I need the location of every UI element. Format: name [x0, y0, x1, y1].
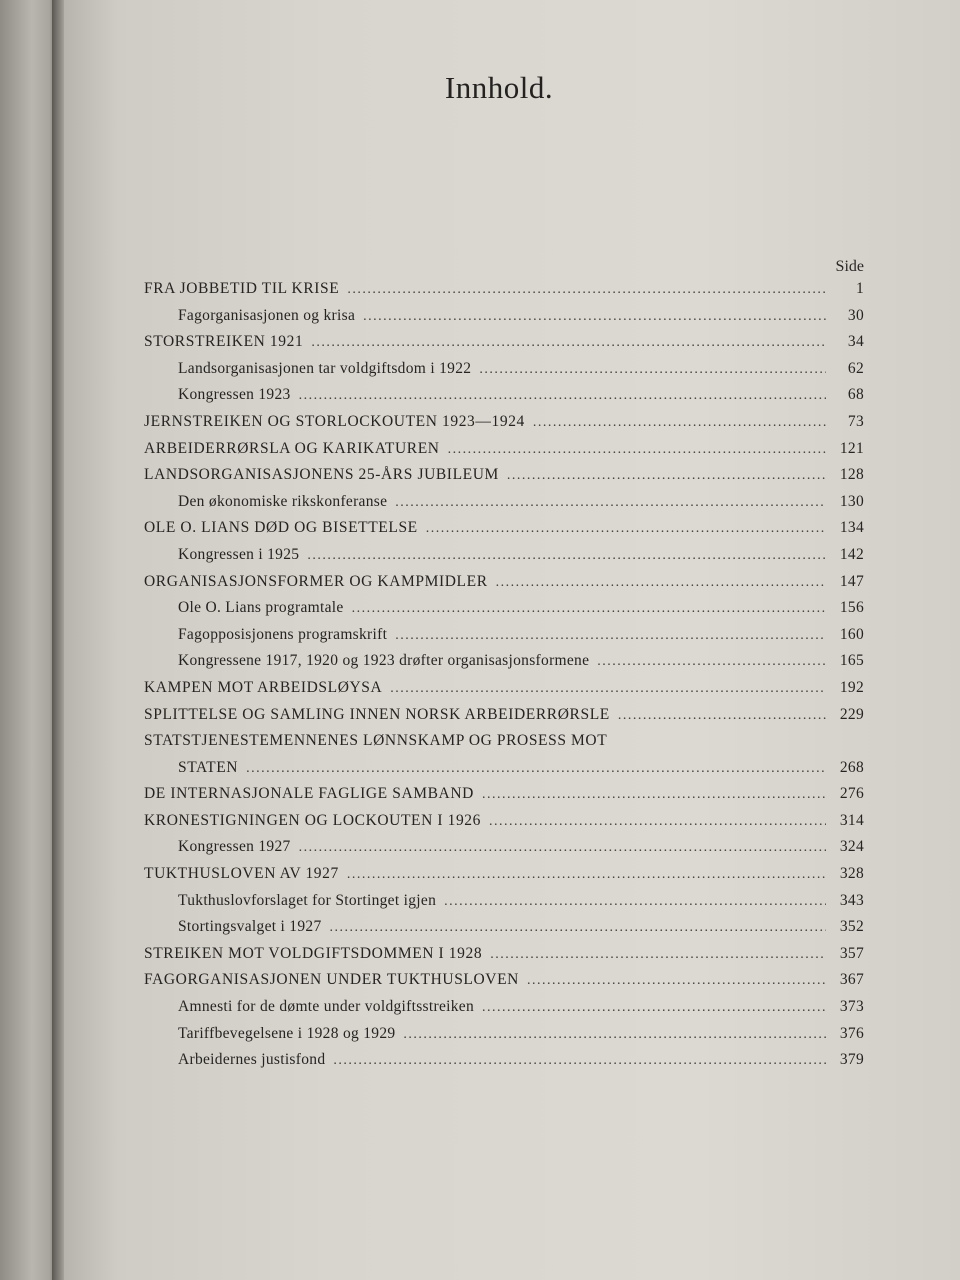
- toc-entry-page: 328: [839, 865, 864, 883]
- dot-leader: [311, 335, 826, 351]
- dot-leader: [330, 920, 826, 936]
- dot-leader: [479, 362, 826, 378]
- toc-entry-title: JERNSTREIKEN OG STORLOCKOUTEN 1923—1924: [144, 412, 525, 430]
- toc-entry-page: 373: [839, 998, 864, 1016]
- toc-entry-continuation: [144, 759, 864, 786]
- toc-entry-title: FAGORGANISASJONEN UNDER TUKTHUSLOVEN: [144, 971, 519, 989]
- page-title: Innhold.: [444, 70, 554, 105]
- toc-entry: [144, 493, 864, 520]
- dot-leader: [489, 814, 826, 830]
- toc-entry: [144, 360, 864, 387]
- toc-entry: [144, 599, 864, 626]
- toc-entry: [144, 280, 864, 307]
- toc-entry: [144, 440, 864, 467]
- facing-page-edge: [0, 0, 58, 1280]
- toc-entry-page: 68: [847, 386, 864, 404]
- toc-entry-title: Fagorganisasjonen og krisa: [178, 306, 356, 324]
- toc-entry-title: DE INTERNASJONALE FAGLIGE SAMBAND: [144, 785, 474, 803]
- toc-entry: [144, 971, 864, 998]
- dot-leader: [507, 468, 826, 484]
- dot-leader: [395, 628, 826, 644]
- dot-leader: [597, 654, 826, 670]
- toc-entry-page: 156: [839, 599, 864, 617]
- toc-entry-title: FRA JOBBETID TIL KRISE: [144, 280, 340, 297]
- toc-entry-title: OLE O. LIANS DØD OG BISETTELSE: [144, 519, 418, 537]
- toc-entry-page: 62: [847, 359, 864, 377]
- toc-entry-page: 147: [839, 572, 864, 590]
- toc-entry-title: Kongressen 1923: [178, 386, 291, 404]
- toc-entry-page: 142: [839, 545, 864, 563]
- toc-entry: [144, 892, 864, 919]
- toc-entry-title: Tukthuslovforslaget for Stortinget igjen: [178, 891, 437, 909]
- toc-entry-title: Tariffbevegelsene i 1928 og 1929: [178, 1024, 396, 1042]
- dot-leader: [307, 548, 826, 564]
- toc-entry-page: 343: [839, 891, 864, 909]
- dot-leader: [403, 1027, 826, 1043]
- toc-entry-page: 128: [839, 466, 864, 484]
- toc-entry-page: 324: [839, 838, 864, 856]
- toc-entry: [144, 1025, 864, 1052]
- toc-entry: [144, 413, 864, 440]
- dot-leader: [395, 495, 826, 511]
- toc-entry-page: 34: [847, 333, 864, 351]
- toc-entry-page: 268: [839, 758, 864, 776]
- page-column-label: Side: [835, 258, 864, 275]
- toc-entry-page: 73: [847, 412, 864, 430]
- dot-leader: [482, 787, 826, 803]
- toc-entry-title: ARBEIDERRØRSLA OG KARIKATUREN: [144, 439, 440, 457]
- toc-entry: [144, 652, 864, 679]
- toc-entry-title: TUKTHUSLOVEN AV 1927: [144, 865, 339, 883]
- dot-leader: [482, 1000, 826, 1016]
- toc-entry: [144, 307, 864, 334]
- toc-entry: [144, 838, 864, 865]
- toc-entry: [144, 865, 864, 892]
- toc-entry-page: 130: [839, 492, 864, 510]
- toc-entry-title-continuation: STATEN: [178, 758, 239, 776]
- toc-entry-title: STREIKEN MOT VOLDGIFTSDOMMEN I 1928: [144, 944, 483, 962]
- toc-entry: [144, 706, 864, 733]
- dot-leader: [448, 442, 826, 458]
- toc-entry: [144, 732, 864, 759]
- toc-entry-title: Kongressen 1927: [178, 838, 291, 856]
- dot-leader: [444, 894, 826, 910]
- toc-entry-title: Kongressene 1917, 1920 og 1923 drøfter organisasjonsformene: [178, 652, 590, 670]
- dot-leader: [527, 973, 826, 989]
- dot-leader: [352, 601, 826, 617]
- toc-entry: [144, 466, 864, 493]
- toc-entry-page: 357: [839, 944, 864, 962]
- toc-entry: [144, 679, 864, 706]
- toc-entry: [144, 945, 864, 972]
- toc-entry-title: Fagopposisjonens programskrift: [178, 625, 388, 643]
- dot-leader: [363, 309, 826, 325]
- dot-leader: [618, 708, 826, 724]
- book-page: [64, 0, 960, 1280]
- toc-entry-title: ORGANISASJONSFORMER OG KAMPMIDLER: [144, 572, 488, 590]
- toc-entry: [144, 1051, 864, 1078]
- toc-entry: [144, 386, 864, 413]
- toc-entry-title: SPLITTELSE OG SAMLING INNEN NORSK ARBEIDERRØRSLE: [144, 705, 610, 723]
- toc-entry: [144, 785, 864, 812]
- toc-entry-page: 379: [839, 1051, 864, 1069]
- toc-entry-page: 314: [839, 811, 864, 829]
- dot-leader: [533, 415, 826, 431]
- toc-entry: [144, 573, 864, 600]
- table-of-contents: [144, 280, 864, 1078]
- toc-entry: [144, 998, 864, 1025]
- toc-entry-title: Stortingsvalget i 1927: [178, 918, 322, 936]
- toc-entry-page: 352: [839, 918, 864, 936]
- toc-entry-page: 165: [839, 652, 864, 670]
- toc-entry: [144, 519, 864, 546]
- dot-leader: [347, 867, 826, 883]
- toc-entry-page: 367: [839, 971, 864, 989]
- toc-entry: [144, 546, 864, 573]
- dot-leader: [347, 282, 826, 298]
- toc-entry-page: 229: [839, 705, 864, 723]
- toc-entry-title: STORSTREIKEN 1921: [144, 333, 304, 351]
- toc-entry: [144, 812, 864, 839]
- toc-entry-title: Kongressen i 1925: [178, 545, 300, 563]
- toc-entry: [144, 333, 864, 360]
- toc-entry-title: STATSTJENESTEMENNENES LØNNSKAMP OG PROSESS MOT: [144, 732, 608, 750]
- dot-leader: [490, 947, 826, 963]
- toc-entry-title: Amnesti for de dømte under voldgiftsstreiken: [178, 998, 475, 1016]
- toc-entry-page: 160: [839, 625, 864, 643]
- toc-entry: [144, 626, 864, 653]
- toc-entry-page: 276: [839, 785, 864, 803]
- dot-leader: [426, 521, 826, 537]
- toc-entry-title: Landsorganisasjonen tar voldgiftsdom i 1922: [178, 359, 472, 377]
- dot-leader: [496, 575, 826, 591]
- toc-entry-page: 376: [839, 1024, 864, 1042]
- dot-leader: [333, 1053, 826, 1069]
- toc-entry-title: LANDSORGANISASJONENS 25-ÅRS JUBILEUM: [144, 466, 499, 484]
- toc-entry: [144, 918, 864, 945]
- toc-entry-page: 1: [855, 280, 864, 297]
- dot-leader: [246, 761, 826, 777]
- toc-entry-page: 30: [847, 306, 864, 324]
- toc-entry-title: Den økonomiske rikskonferanse: [178, 492, 388, 510]
- toc-entry-page: 134: [839, 519, 864, 537]
- toc-entry-title: Ole O. Lians programtale: [178, 599, 344, 617]
- toc-entry-title: Arbeidernes justisfond: [178, 1051, 326, 1069]
- dot-leader: [299, 840, 826, 856]
- toc-entry-page: 192: [839, 678, 864, 696]
- toc-entry-title: KRONESTIGNINGEN OG LOCKOUTEN I 1926: [144, 811, 481, 829]
- dot-leader: [299, 388, 826, 404]
- dot-leader: [390, 681, 826, 697]
- toc-entry-title: KAMPEN MOT ARBEIDSLØYSA: [144, 678, 383, 696]
- toc-entry-page: 121: [839, 439, 864, 457]
